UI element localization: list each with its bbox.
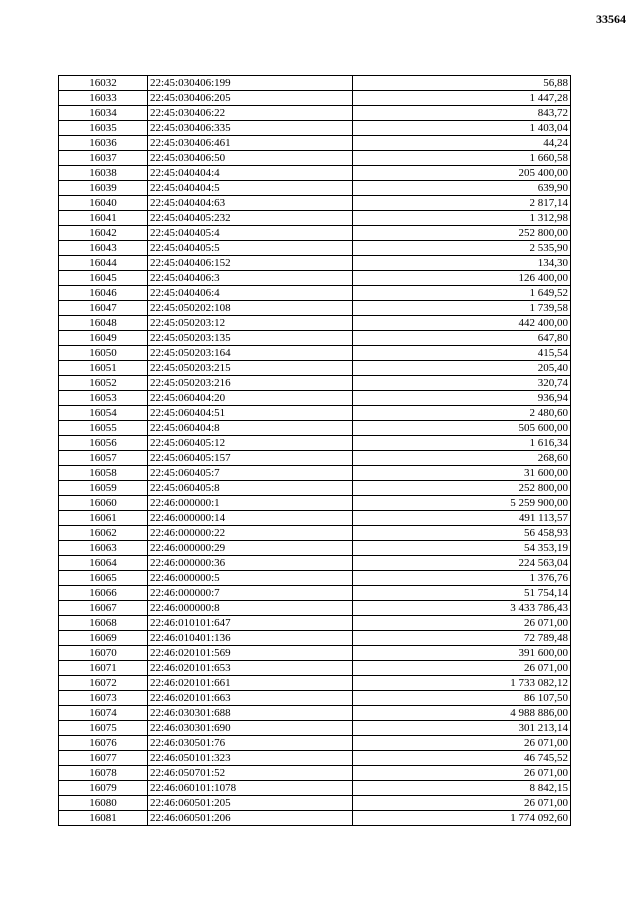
row-number-cell: 16079 bbox=[59, 781, 148, 796]
value-cell: 1 376,76 bbox=[353, 571, 571, 586]
row-number-cell: 16057 bbox=[59, 451, 148, 466]
row-number-cell: 16078 bbox=[59, 766, 148, 781]
row-number-cell: 16080 bbox=[59, 796, 148, 811]
row-number-cell: 16032 bbox=[59, 76, 148, 91]
table-row bbox=[59, 601, 571, 616]
row-number-cell: 16060 bbox=[59, 496, 148, 511]
cadastral-number-cell: 22:46:000000:1 bbox=[148, 496, 353, 511]
value-cell: 2 535,90 bbox=[353, 241, 571, 256]
row-number-cell: 16059 bbox=[59, 481, 148, 496]
value-cell: 205,40 bbox=[353, 361, 571, 376]
cadastral-number-cell: 22:46:020101:653 bbox=[148, 661, 353, 676]
cadastral-number-cell: 22:45:050203:215 bbox=[148, 361, 353, 376]
cadastral-number-cell: 22:46:000000:8 bbox=[148, 601, 353, 616]
cadastral-number-cell: 22:46:050701:52 bbox=[148, 766, 353, 781]
row-number-cell: 16043 bbox=[59, 241, 148, 256]
page-number: 33564 bbox=[596, 12, 626, 26]
table-row bbox=[59, 106, 571, 121]
value-cell: 72 789,48 bbox=[353, 631, 571, 646]
row-number-cell: 16077 bbox=[59, 751, 148, 766]
row-number-cell: 16037 bbox=[59, 151, 148, 166]
value-cell: 1 733 082,12 bbox=[353, 676, 571, 691]
table-row bbox=[59, 256, 571, 271]
row-number-cell: 16038 bbox=[59, 166, 148, 181]
table-row bbox=[59, 76, 571, 91]
value-cell: 44,24 bbox=[353, 136, 571, 151]
value-cell: 442 400,00 bbox=[353, 316, 571, 331]
row-number-cell: 16070 bbox=[59, 646, 148, 661]
cadastral-number-cell: 22:45:040405:5 bbox=[148, 241, 353, 256]
table-row bbox=[59, 616, 571, 631]
cadastral-number-cell: 22:45:060405:12 bbox=[148, 436, 353, 451]
row-number-cell: 16039 bbox=[59, 181, 148, 196]
cadastral-number-cell: 22:45:060405:157 bbox=[148, 451, 353, 466]
row-number-cell: 16041 bbox=[59, 211, 148, 226]
table-row bbox=[59, 466, 571, 481]
cadastral-number-cell: 22:45:040406:4 bbox=[148, 286, 353, 301]
value-cell: 1 774 092,60 bbox=[353, 811, 571, 826]
row-number-cell: 16072 bbox=[59, 676, 148, 691]
value-cell: 936,94 bbox=[353, 391, 571, 406]
cadastral-number-cell: 22:45:040404:63 bbox=[148, 196, 353, 211]
table-row bbox=[59, 526, 571, 541]
value-cell: 126 400,00 bbox=[353, 271, 571, 286]
row-number-cell: 16066 bbox=[59, 586, 148, 601]
cadastral-number-cell: 22:46:060501:205 bbox=[148, 796, 353, 811]
row-number-cell: 16075 bbox=[59, 721, 148, 736]
cadastral-number-cell: 22:45:030406:50 bbox=[148, 151, 353, 166]
cadastral-number-cell: 22:45:050203:12 bbox=[148, 316, 353, 331]
value-cell: 843,72 bbox=[353, 106, 571, 121]
table-row bbox=[59, 436, 571, 451]
cadastral-number-cell: 22:45:030406:461 bbox=[148, 136, 353, 151]
table-row bbox=[59, 271, 571, 286]
table-row bbox=[59, 556, 571, 571]
table-row bbox=[59, 766, 571, 781]
row-number-cell: 16049 bbox=[59, 331, 148, 346]
row-number-cell: 16052 bbox=[59, 376, 148, 391]
value-cell: 1 660,58 bbox=[353, 151, 571, 166]
table-row bbox=[59, 136, 571, 151]
table-row bbox=[59, 706, 571, 721]
data-table bbox=[58, 75, 571, 826]
value-cell: 224 563,04 bbox=[353, 556, 571, 571]
table-row bbox=[59, 676, 571, 691]
value-cell: 5 259 900,00 bbox=[353, 496, 571, 511]
value-cell: 26 071,00 bbox=[353, 736, 571, 751]
cadastral-number-cell: 22:45:060405:7 bbox=[148, 466, 353, 481]
row-number-cell: 16045 bbox=[59, 271, 148, 286]
table-row bbox=[59, 421, 571, 436]
row-number-cell: 16081 bbox=[59, 811, 148, 826]
value-cell: 1 403,04 bbox=[353, 121, 571, 136]
cadastral-number-cell: 22:46:020101:569 bbox=[148, 646, 353, 661]
table-row bbox=[59, 346, 571, 361]
row-number-cell: 16033 bbox=[59, 91, 148, 106]
row-number-cell: 16034 bbox=[59, 106, 148, 121]
value-cell: 4 988 886,00 bbox=[353, 706, 571, 721]
value-cell: 415,54 bbox=[353, 346, 571, 361]
value-cell: 252 800,00 bbox=[353, 226, 571, 241]
table-row bbox=[59, 571, 571, 586]
row-number-cell: 16053 bbox=[59, 391, 148, 406]
table-row bbox=[59, 811, 571, 826]
value-cell: 2 480,60 bbox=[353, 406, 571, 421]
row-number-cell: 16073 bbox=[59, 691, 148, 706]
value-cell: 639,90 bbox=[353, 181, 571, 196]
table-row bbox=[59, 241, 571, 256]
table-row bbox=[59, 751, 571, 766]
table-row bbox=[59, 301, 571, 316]
table-row bbox=[59, 166, 571, 181]
table-row bbox=[59, 511, 571, 526]
value-cell: 26 071,00 bbox=[353, 796, 571, 811]
row-number-cell: 16064 bbox=[59, 556, 148, 571]
row-number-cell: 16055 bbox=[59, 421, 148, 436]
cadastral-number-cell: 22:45:060405:8 bbox=[148, 481, 353, 496]
table-row bbox=[59, 121, 571, 136]
value-cell: 26 071,00 bbox=[353, 766, 571, 781]
row-number-cell: 16054 bbox=[59, 406, 148, 421]
table-row bbox=[59, 151, 571, 166]
table-row bbox=[59, 211, 571, 226]
cadastral-number-cell: 22:45:040404:4 bbox=[148, 166, 353, 181]
row-number-cell: 16058 bbox=[59, 466, 148, 481]
value-cell: 391 600,00 bbox=[353, 646, 571, 661]
table-row bbox=[59, 361, 571, 376]
cadastral-number-cell: 22:46:010401:136 bbox=[148, 631, 353, 646]
cadastral-number-cell: 22:46:060501:206 bbox=[148, 811, 353, 826]
table-row bbox=[59, 586, 571, 601]
value-cell: 301 213,14 bbox=[353, 721, 571, 736]
row-number-cell: 16051 bbox=[59, 361, 148, 376]
table-row bbox=[59, 781, 571, 796]
row-number-cell: 16048 bbox=[59, 316, 148, 331]
cadastral-number-cell: 22:45:040406:152 bbox=[148, 256, 353, 271]
value-cell: 51 754,14 bbox=[353, 586, 571, 601]
row-number-cell: 16044 bbox=[59, 256, 148, 271]
cadastral-number-cell: 22:46:000000:36 bbox=[148, 556, 353, 571]
row-number-cell: 16069 bbox=[59, 631, 148, 646]
value-cell: 1 312,98 bbox=[353, 211, 571, 226]
cadastral-number-cell: 22:45:030406:205 bbox=[148, 91, 353, 106]
value-cell: 56 458,93 bbox=[353, 526, 571, 541]
value-cell: 26 071,00 bbox=[353, 661, 571, 676]
table-row bbox=[59, 331, 571, 346]
cadastral-number-cell: 22:45:040405:4 bbox=[148, 226, 353, 241]
row-number-cell: 16047 bbox=[59, 301, 148, 316]
cadastral-number-cell: 22:45:050203:135 bbox=[148, 331, 353, 346]
row-number-cell: 16056 bbox=[59, 436, 148, 451]
cadastral-number-cell: 22:45:050202:108 bbox=[148, 301, 353, 316]
row-number-cell: 16063 bbox=[59, 541, 148, 556]
row-number-cell: 16035 bbox=[59, 121, 148, 136]
value-cell: 46 745,52 bbox=[353, 751, 571, 766]
value-cell: 1 447,28 bbox=[353, 91, 571, 106]
table-row bbox=[59, 181, 571, 196]
cadastral-number-cell: 22:45:060404:51 bbox=[148, 406, 353, 421]
table-row bbox=[59, 496, 571, 511]
cadastral-number-cell: 22:46:000000:7 bbox=[148, 586, 353, 601]
value-cell: 56,88 bbox=[353, 76, 571, 91]
row-number-cell: 16040 bbox=[59, 196, 148, 211]
value-cell: 647,80 bbox=[353, 331, 571, 346]
table-row bbox=[59, 661, 571, 676]
row-number-cell: 16068 bbox=[59, 616, 148, 631]
row-number-cell: 16071 bbox=[59, 661, 148, 676]
cadastral-number-cell: 22:45:030406:22 bbox=[148, 106, 353, 121]
value-cell: 8 842,15 bbox=[353, 781, 571, 796]
value-cell: 26 071,00 bbox=[353, 616, 571, 631]
row-number-cell: 16036 bbox=[59, 136, 148, 151]
cadastral-number-cell: 22:46:030301:690 bbox=[148, 721, 353, 736]
table-row bbox=[59, 391, 571, 406]
table-body bbox=[59, 76, 571, 826]
cadastral-number-cell: 22:46:000000:14 bbox=[148, 511, 353, 526]
cadastral-number-cell: 22:45:060404:20 bbox=[148, 391, 353, 406]
value-cell: 2 817,14 bbox=[353, 196, 571, 211]
table-row bbox=[59, 226, 571, 241]
table-row bbox=[59, 646, 571, 661]
row-number-cell: 16042 bbox=[59, 226, 148, 241]
table-row bbox=[59, 541, 571, 556]
value-cell: 1 649,52 bbox=[353, 286, 571, 301]
table-row bbox=[59, 376, 571, 391]
cadastral-number-cell: 22:45:050203:216 bbox=[148, 376, 353, 391]
value-cell: 252 800,00 bbox=[353, 481, 571, 496]
table-row bbox=[59, 406, 571, 421]
value-cell: 86 107,50 bbox=[353, 691, 571, 706]
value-cell: 205 400,00 bbox=[353, 166, 571, 181]
table-row bbox=[59, 196, 571, 211]
table-row bbox=[59, 316, 571, 331]
cadastral-number-cell: 22:46:060101:1078 bbox=[148, 781, 353, 796]
table-row bbox=[59, 631, 571, 646]
cadastral-number-cell: 22:45:040404:5 bbox=[148, 181, 353, 196]
cadastral-number-cell: 22:46:030501:76 bbox=[148, 736, 353, 751]
cadastral-number-cell: 22:46:000000:22 bbox=[148, 526, 353, 541]
cadastral-number-cell: 22:46:010101:647 bbox=[148, 616, 353, 631]
cadastral-number-cell: 22:45:050203:164 bbox=[148, 346, 353, 361]
value-cell: 134,30 bbox=[353, 256, 571, 271]
cadastral-number-cell: 22:46:030301:688 bbox=[148, 706, 353, 721]
value-cell: 505 600,00 bbox=[353, 421, 571, 436]
cadastral-number-cell: 22:46:020101:663 bbox=[148, 691, 353, 706]
value-cell: 54 353,19 bbox=[353, 541, 571, 556]
row-number-cell: 16061 bbox=[59, 511, 148, 526]
table-row bbox=[59, 451, 571, 466]
row-number-cell: 16050 bbox=[59, 346, 148, 361]
value-cell: 31 600,00 bbox=[353, 466, 571, 481]
cadastral-number-cell: 22:45:060404:8 bbox=[148, 421, 353, 436]
cadastral-number-cell: 22:45:040406:3 bbox=[148, 271, 353, 286]
cadastral-number-cell: 22:45:040405:232 bbox=[148, 211, 353, 226]
table-row bbox=[59, 736, 571, 751]
cadastral-number-cell: 22:46:000000:29 bbox=[148, 541, 353, 556]
value-cell: 3 433 786,43 bbox=[353, 601, 571, 616]
value-cell: 491 113,57 bbox=[353, 511, 571, 526]
row-number-cell: 16067 bbox=[59, 601, 148, 616]
row-number-cell: 16046 bbox=[59, 286, 148, 301]
value-cell: 1 739,58 bbox=[353, 301, 571, 316]
value-cell: 268,60 bbox=[353, 451, 571, 466]
row-number-cell: 16076 bbox=[59, 736, 148, 751]
cadastral-number-cell: 22:45:030406:199 bbox=[148, 76, 353, 91]
table-row bbox=[59, 91, 571, 106]
cadastral-number-cell: 22:46:050101:323 bbox=[148, 751, 353, 766]
cadastral-number-cell: 22:46:000000:5 bbox=[148, 571, 353, 586]
table-row bbox=[59, 721, 571, 736]
cadastral-number-cell: 22:46:020101:661 bbox=[148, 676, 353, 691]
table-row bbox=[59, 691, 571, 706]
value-cell: 320,74 bbox=[353, 376, 571, 391]
table-row bbox=[59, 796, 571, 811]
row-number-cell: 16074 bbox=[59, 706, 148, 721]
table-row bbox=[59, 286, 571, 301]
cadastral-number-cell: 22:45:030406:335 bbox=[148, 121, 353, 136]
table-row bbox=[59, 481, 571, 496]
row-number-cell: 16062 bbox=[59, 526, 148, 541]
value-cell: 1 616,34 bbox=[353, 436, 571, 451]
row-number-cell: 16065 bbox=[59, 571, 148, 586]
